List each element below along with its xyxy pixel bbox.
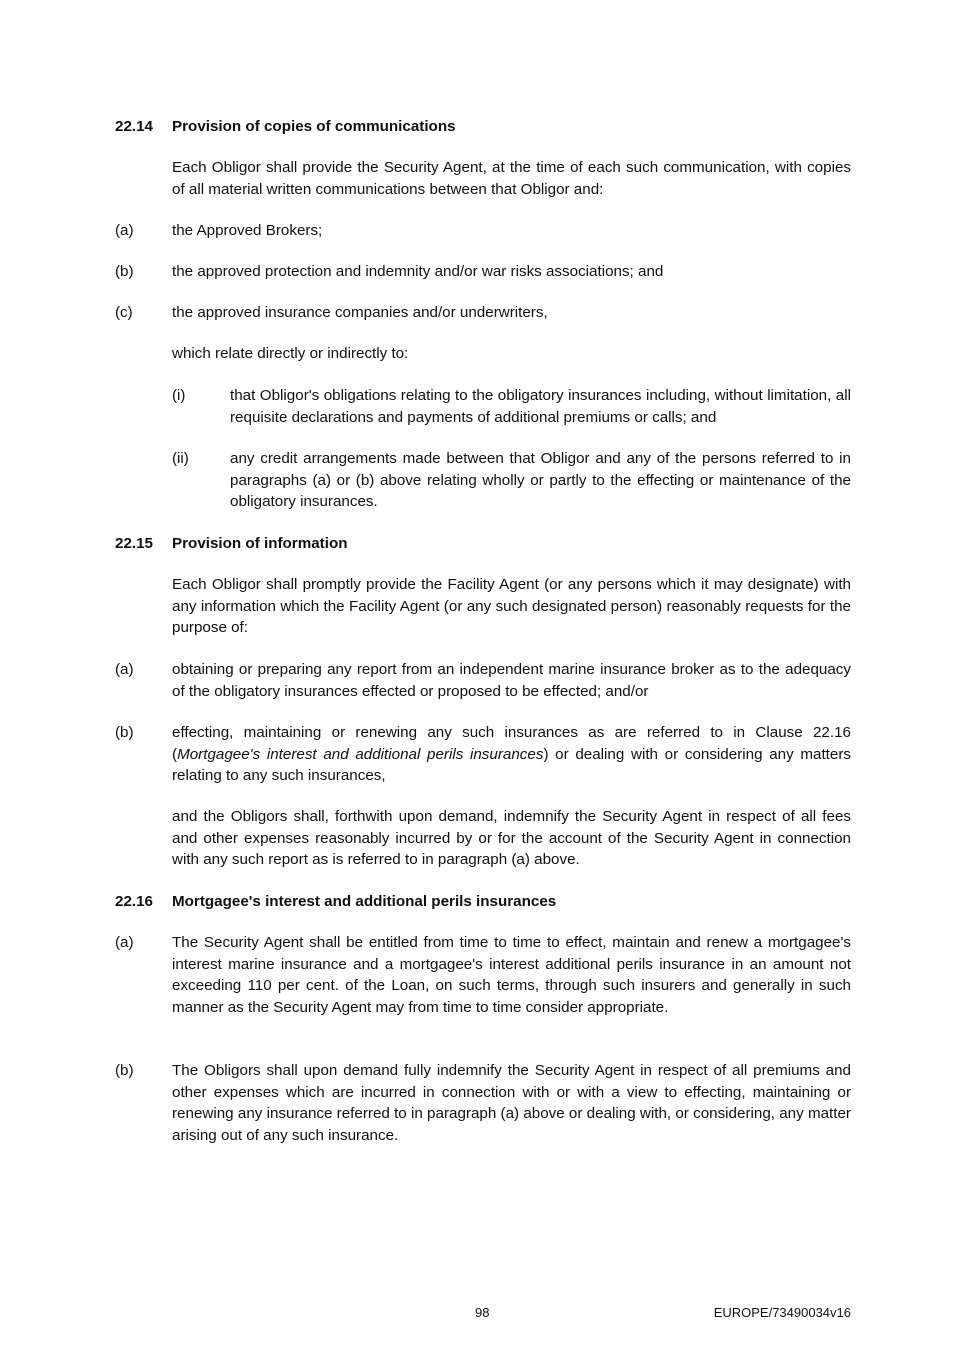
subitem-label: (ii) xyxy=(172,450,189,467)
section-number: 22.14 xyxy=(115,118,154,135)
list-item: The Security Agent shall be entitled from time to time to effect, maintain and renew a mortgagee's interest marine insurance and a mortgagee's interest additional perils insurance in an amount not exceeding 110 per cent. of the Loan, on such terms, through such insurers and generally in such manner as the Security Agent may from time to time consider appropriate. xyxy=(172,934,851,1017)
item-label: (c) xyxy=(115,304,133,321)
lead-text: which relate directly or indirectly to: xyxy=(172,345,409,362)
section-number: 22.16 xyxy=(115,893,154,910)
sub-list-item: that Obligor's obligations relating to the obligatory insurances including, without limitation, all requisite declarations and payments of additional premiums or calls; and xyxy=(230,387,851,426)
section-intro: Each Obligor shall promptly provide the Facility Agent (or any persons which it may designate) with any information which the Facility Agent (or any such designated person) reasonably requests for the purpose of: xyxy=(172,576,851,637)
clause-title-reference: Mortgagee's interest and additional perils insurances xyxy=(177,745,544,763)
item-label: (a) xyxy=(115,661,134,678)
section-heading: Provision of information xyxy=(172,535,348,552)
page-number: 98 xyxy=(475,1305,490,1320)
section-heading: Provision of copies of communications xyxy=(172,118,456,135)
section-number: 22.15 xyxy=(115,535,154,552)
list-item-text: ) or dealing with or considering any matters relating to any such insurances, xyxy=(172,745,851,785)
list-item xyxy=(172,722,851,787)
item-label: (a) xyxy=(115,222,134,239)
list-item-text: effecting, maintaining or renewing any such insurances as are referred to in Clause 22.16 ( xyxy=(172,724,851,763)
section-heading: Mortgagee's interest and additional perils insurances xyxy=(172,893,557,910)
subitem-label: (i) xyxy=(172,387,186,404)
item-label: (b) xyxy=(115,263,134,280)
section-intro: Each Obligor shall provide the Security Agent, at the time of each such communication, with copies of all material written communications between that Obligor and: xyxy=(172,159,851,198)
document-reference: EUROPE/73490034v16 xyxy=(713,1305,851,1320)
item-label: (a) xyxy=(115,934,134,951)
list-item: obtaining or preparing any report from an independent marine insurance broker as to the adequacy of the obligatory insurances effected or proposed to be effected; and/or xyxy=(172,661,851,700)
list-item: the Approved Brokers; xyxy=(172,222,323,239)
item-label: (b) xyxy=(115,724,134,741)
closing-paragraph: and the Obligors shall, forthwith upon demand, indemnify the Security Agent in respect of all fees and other expenses reasonably incurred by or for the account of the Security Agent in connection with any such report as is referred to in paragraph (a) above. xyxy=(172,808,851,869)
list-item: the approved protection and indemnity and/or war risks associations; and xyxy=(172,263,664,280)
list-item: the approved insurance companies and/or underwriters, xyxy=(172,304,548,321)
item-label: (b) xyxy=(115,1062,134,1079)
sub-list-item: any credit arrangements made between that Obligor and any of the persons referred to in paragraphs (a) or (b) above relating wholly or partly to the effecting or maintenance of the obligatory insurances. xyxy=(230,450,851,511)
list-item: The Obligors shall upon demand fully indemnify the Security Agent in respect of all premiums and other expenses which are incurred in connection with or with a view to effecting, maintaining or renewing any insurance referred to in paragraph (a) above or dealing with, or considering, any matter arising out of any such insurance. xyxy=(172,1062,851,1145)
